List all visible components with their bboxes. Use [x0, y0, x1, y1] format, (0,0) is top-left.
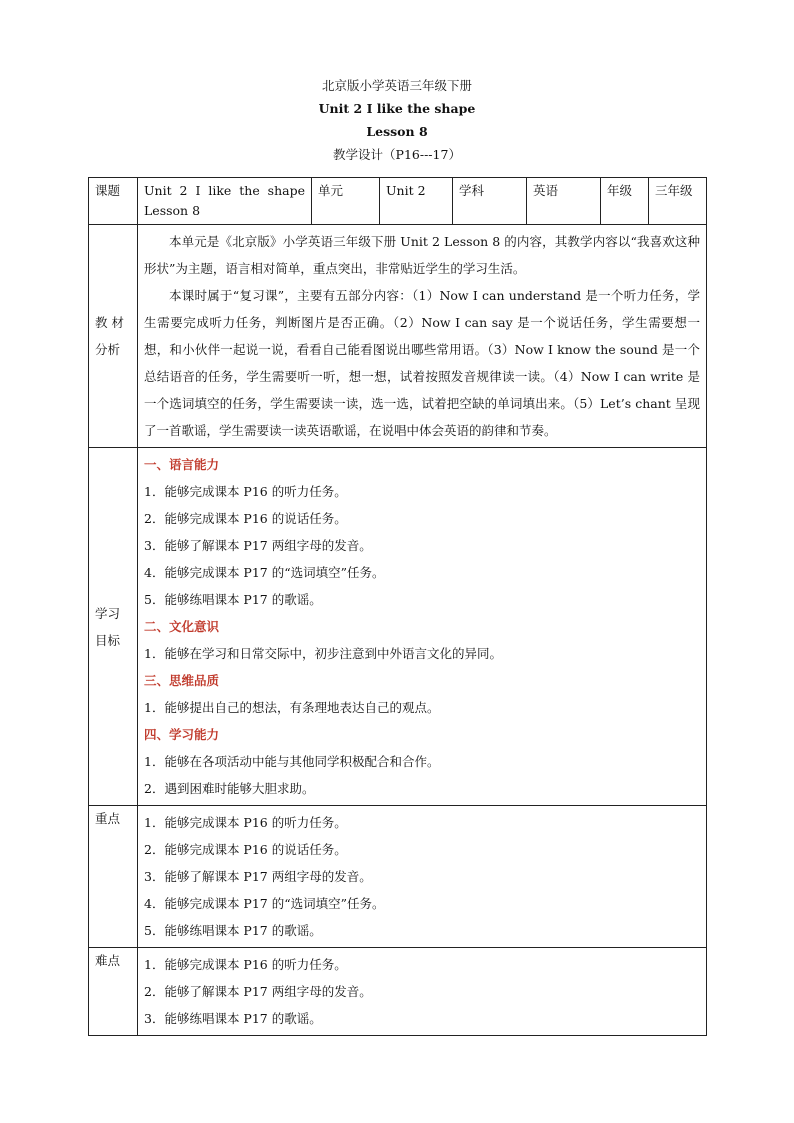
subject-value-cell: 英语	[527, 178, 601, 225]
topic-value-cell	[138, 178, 312, 225]
key-points-content-cell	[138, 806, 707, 948]
difficulty-item: 3．能够练唱课本 P17 的歌谣。	[144, 1011, 322, 1026]
objective-item: 5．能够练唱课本 P17 的歌谣。	[144, 592, 322, 607]
subject-label-cell: 学科	[453, 178, 527, 225]
row-topic	[89, 178, 707, 225]
analysis-label-a: 教 材	[95, 315, 124, 330]
design-title: 教学设计（P16---17）	[333, 147, 461, 162]
difficulties-content-cell	[138, 948, 707, 1036]
topic-value-line1: Unit 2 I like the shape	[144, 183, 305, 198]
analysis-label-cell	[89, 225, 138, 448]
section-heading-culture: 二、文化意识	[144, 619, 220, 634]
objectives-content-cell	[138, 448, 707, 806]
document-header	[0, 74, 794, 166]
analysis-paragraph-1: 本单元是《北京版》小学英语三年级下册 Unit 2 Lesson 8 的内容，其教学内容以“我喜欢这种形状”为主题，语言相对简单，重点突出，非常贴近学生的学习生活。	[144, 234, 700, 276]
objective-item: 2．遇到困难时能够大胆求助。	[144, 781, 315, 796]
unit-label-cell: 单元	[312, 178, 380, 225]
row-key-points	[89, 806, 707, 948]
topic-label-cell: 课题	[89, 178, 138, 225]
objective-item: 4．能够完成课本 P17 的“选词填空”任务。	[144, 565, 385, 580]
analysis-label-b: 分析	[95, 342, 121, 357]
difficulties-label-cell: 难点	[89, 948, 138, 1036]
difficulty-item: 2．能够了解课本 P17 两组字母的发音。	[144, 984, 372, 999]
grade-label-cell: 年级	[601, 178, 649, 225]
objective-item: 2．能够完成课本 P16 的说话任务。	[144, 511, 347, 526]
objective-item: 1．能够在各项活动中能与其他同学积极配合和合作。	[144, 754, 440, 769]
analysis-content-cell	[138, 225, 707, 448]
grade-value-cell: 三年级	[649, 178, 707, 225]
objectives-label-a: 学习	[95, 605, 121, 621]
key-point-item: 4．能够完成课本 P17 的“选词填空”任务。	[144, 896, 385, 911]
key-point-item: 2．能够完成课本 P16 的说话任务。	[144, 842, 347, 857]
section-heading-learning: 四、学习能力	[144, 727, 220, 742]
objectives-label-cell	[89, 448, 138, 806]
key-points-label-cell: 重点	[89, 806, 138, 948]
row-objectives	[89, 448, 707, 806]
difficulty-item: 1．能够完成课本 P16 的听力任务。	[144, 957, 347, 972]
lesson-title: Lesson 8	[366, 124, 428, 139]
unit-value-cell: Unit 2	[380, 178, 453, 225]
key-point-item: 1．能够完成课本 P16 的听力任务。	[144, 815, 347, 830]
objective-item: 1．能够完成课本 P16 的听力任务。	[144, 484, 347, 499]
row-analysis	[89, 225, 707, 448]
section-heading-language: 一、语言能力	[144, 457, 220, 472]
lesson-plan-table	[88, 177, 707, 1036]
key-point-item: 5．能够练唱课本 P17 的歌谣。	[144, 923, 322, 938]
key-point-item: 3．能够了解课本 P17 两组字母的发音。	[144, 869, 372, 884]
objective-item: 3．能够了解课本 P17 两组字母的发音。	[144, 538, 372, 553]
section-heading-thinking: 三、思维品质	[144, 673, 220, 688]
objective-item: 1．能够在学习和日常交际中，初步注意到中外语言文化的异同。	[144, 646, 502, 661]
row-difficulties	[89, 948, 707, 1036]
unit-title: Unit 2 I like the shape	[318, 101, 476, 116]
objectives-label-b: 目标	[95, 632, 121, 648]
topic-value-line2: Lesson 8	[144, 203, 201, 218]
analysis-paragraph-2: 本课时属于“复习课”，主要有五部分内容：（1）Now I can understand 是一个听力任务，学生需要完成听力任务，判断图片是否正确。（2）Now I can say 是一个说话任务，学生需要想一想，和小伙伴一起说一说，看看自己能看图说出哪些常用语。（3）Now I know the sound 是一个总结语音的任务，学生需要听一听，想一想，试着按照发音规律读一读。（4）Now I can write 是一个选词填空的任务，学生需要读一读，选一选，试着把空缺的单词填出来。（5）Let’s chant 呈现了一首歌谣，学生需要读一读英语歌谣，在说唱中体会英语的韵律和节奏。	[144, 288, 700, 438]
textbook-title: 北京版小学英语三年级下册	[321, 78, 472, 93]
objective-item: 1．能够提出自己的想法，有条理地表达自己的观点。	[144, 700, 440, 715]
